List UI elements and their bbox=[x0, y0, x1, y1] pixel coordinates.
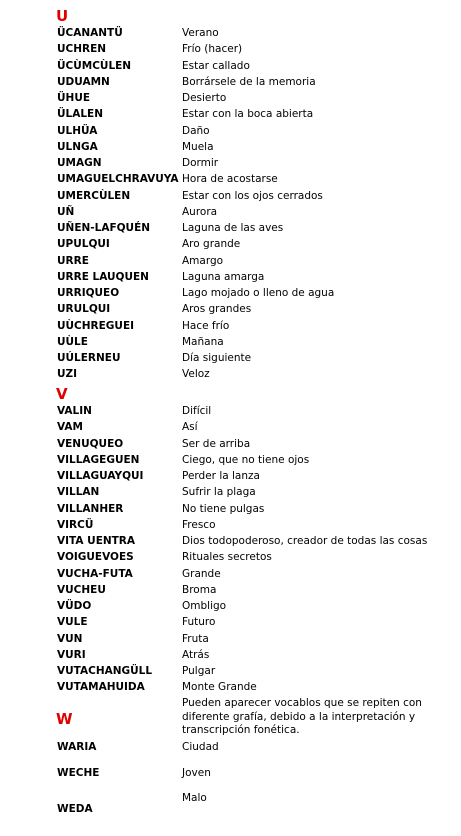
entry-definition: Estar con la boca abierta bbox=[182, 108, 314, 120]
entry-term: WARIA bbox=[57, 741, 97, 753]
entry-term: ÜHUE bbox=[57, 92, 91, 104]
entry-definition: Broma bbox=[182, 584, 217, 596]
entry-term: VILLAGUAYQUI bbox=[57, 470, 144, 482]
entry-definition: Laguna amarga bbox=[182, 271, 265, 283]
entry-term: URRE bbox=[57, 255, 89, 267]
entry-definition: Fruta bbox=[182, 633, 209, 645]
entry-definition: Lago mojado o lleno de agua bbox=[182, 287, 335, 299]
entry-definition: Frío (hacer) bbox=[182, 43, 243, 55]
entry-term: URRE LAUQUEN bbox=[57, 271, 149, 283]
entry-definition: Daño bbox=[182, 125, 210, 137]
entry-definition: Hace frío bbox=[182, 320, 230, 332]
entry-definition: Hora de acostarse bbox=[182, 173, 278, 185]
entry-definition: Aros grandes bbox=[182, 303, 252, 315]
entry-term: VUTACHANGÜLL bbox=[57, 665, 153, 677]
entry-term: VILLAN bbox=[57, 486, 100, 498]
entry-term: VUCHEU bbox=[57, 584, 106, 596]
entry-term: VENUQUEO bbox=[57, 438, 124, 450]
entry-term: ÜCANANTÜ bbox=[57, 27, 123, 39]
section-letter: W bbox=[56, 710, 73, 728]
entry-definition: Aurora bbox=[182, 206, 218, 218]
entry-definition: Desierto bbox=[182, 92, 227, 104]
entry-term: UÑEN-LAFQUÉN bbox=[57, 222, 151, 234]
section-letter: U bbox=[56, 7, 69, 25]
entry-definition: Aro grande bbox=[182, 238, 241, 250]
entry-definition: No tiene pulgas bbox=[182, 503, 265, 515]
entry-term: VOIGUEVOES bbox=[57, 551, 134, 563]
entry-definition: Borrársele de la memoria bbox=[182, 76, 316, 88]
entry-definition: Dormir bbox=[182, 157, 219, 169]
entry-definition: Amargo bbox=[182, 255, 224, 267]
entry-definition: Ciudad bbox=[182, 741, 219, 753]
entry-term: UÑ bbox=[57, 206, 75, 218]
entry-definition: Estar callado bbox=[182, 60, 250, 72]
entry-definition: Monte Grande bbox=[182, 681, 257, 693]
entry-term: ÜCÙMCÙLEN bbox=[57, 60, 132, 72]
entry-definition: Atrás bbox=[182, 649, 210, 661]
entry-definition: Fresco bbox=[182, 519, 216, 531]
transcription-note: Pueden aparecer vocablos que se repiten con diferente grafía, debido a la interpretación y transcripción fonética. bbox=[182, 697, 422, 736]
entry-definition: Ombligo bbox=[182, 600, 227, 612]
entry-term: VÜDO bbox=[57, 600, 92, 612]
entry-term: URULQUI bbox=[57, 303, 111, 315]
entry-definition: Veloz bbox=[182, 368, 210, 380]
entry-definition: Grande bbox=[182, 568, 221, 580]
entry-term: UÙLE bbox=[57, 336, 88, 348]
entry-term: VILLAGEGUEN bbox=[57, 454, 140, 466]
entry-definition: Futuro bbox=[182, 616, 216, 628]
entry-definition: Verano bbox=[182, 27, 219, 39]
entry-definition: Estar con los ojos cerrados bbox=[182, 190, 323, 202]
entry-term: VURI bbox=[57, 649, 86, 661]
entry-definition: Malo bbox=[182, 792, 207, 804]
entry-term: VUCHA-FUTA bbox=[57, 568, 133, 580]
entry-term: ULHÜA bbox=[57, 125, 98, 137]
entry-term: VUN bbox=[57, 633, 83, 645]
entry-term: ÜLALEN bbox=[57, 108, 103, 120]
entry-term: UPULQUI bbox=[57, 238, 110, 250]
entry-term: UMERCÙLEN bbox=[57, 190, 131, 202]
entry-definition: Rituales secretos bbox=[182, 551, 272, 563]
entry-definition: Mañana bbox=[182, 336, 224, 348]
entry-term: VUTAMAHUIDA bbox=[57, 681, 145, 693]
entry-term: WEDA bbox=[57, 803, 93, 815]
entry-definition: Joven bbox=[182, 767, 211, 779]
entry-term: UCHREN bbox=[57, 43, 107, 55]
entry-definition: Perder la lanza bbox=[182, 470, 260, 482]
entry-term: VAM bbox=[57, 421, 83, 433]
entry-term: VALIN bbox=[57, 405, 92, 417]
entry-term: UMAGUELCHRAVUYA bbox=[57, 173, 179, 185]
section-letter: V bbox=[56, 385, 68, 403]
entry-term: VITA UENTRA bbox=[57, 535, 136, 547]
entry-term: VILLANHER bbox=[57, 503, 124, 515]
entry-definition: Así bbox=[182, 421, 198, 433]
entry-definition: Día siguiente bbox=[182, 352, 252, 364]
entry-term: UÙCHREGUEI bbox=[57, 320, 135, 332]
entry-term: UDUAMN bbox=[57, 76, 110, 88]
entry-term: VULE bbox=[57, 616, 88, 628]
entry-term: ULNGA bbox=[57, 141, 98, 153]
entry-term: UZI bbox=[57, 368, 78, 380]
entry-term: WECHE bbox=[57, 767, 100, 779]
entry-term: URRIQUEO bbox=[57, 287, 120, 299]
entry-definition: Sufrir la plaga bbox=[182, 486, 256, 498]
entry-definition: Muela bbox=[182, 141, 214, 153]
entry-definition: Laguna de las aves bbox=[182, 222, 284, 234]
entry-term: UÚLERNEU bbox=[57, 352, 121, 364]
entry-definition: Difícil bbox=[182, 405, 212, 417]
entry-definition: Ser de arriba bbox=[182, 438, 251, 450]
entry-term: UMAGN bbox=[57, 157, 102, 169]
entry-definition: Pulgar bbox=[182, 665, 216, 677]
entry-definition: Ciego, que no tiene ojos bbox=[182, 454, 310, 466]
entry-definition: Dios todopoderoso, creador de todas las cosas bbox=[182, 535, 428, 547]
entry-term: VIRCÜ bbox=[57, 519, 94, 531]
